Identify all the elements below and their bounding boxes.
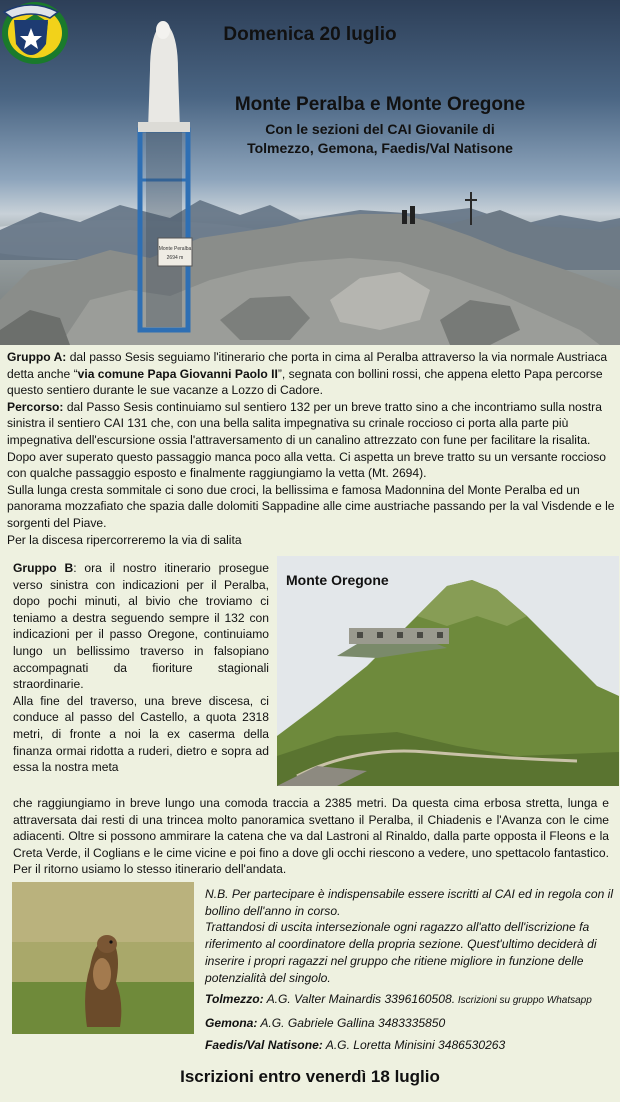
event-date: Domenica 20 luglio bbox=[223, 24, 397, 45]
contact-extra: Iscrizioni su gruppo Whatsapp bbox=[455, 995, 592, 1007]
event-title: Monte Peralba e Monte Oregone bbox=[234, 94, 526, 115]
contact-faedis bbox=[205, 1037, 615, 1054]
registration-deadline: Iscrizioni entro venerdì 18 luglio bbox=[180, 1067, 440, 1086]
oregone-illustration bbox=[277, 556, 619, 786]
gruppo-b-section bbox=[13, 560, 269, 776]
gruppo-b-label: Gruppo B bbox=[13, 561, 74, 575]
gruppo-a-text-2: ”, segnata con bollini rossi, che appena eletto Papa percorse questo sentiero durante le sue vacanze a Lozzo di Cadore. bbox=[7, 366, 603, 398]
event-subtitle-line2: Tolmezzo, Gemona, Faedis/Val Natisone bbox=[247, 140, 513, 156]
gruppo-b-text: : ora il nostro itinerario prosegue verso sinistra con indicazioni per il Peralba, dopo pochi minuti, al bivio che troviamo ci teniamo a destra seguendo sempre il 132 con indicazioni per il passo Oregone, continuiamo lungo un bellissimo traverso in falsopiano accompagnati da fioriture stagionali straordinarie. bbox=[13, 561, 269, 692]
percorso-text: dal Passo Sesis continuiamo sul sentiero 132 per un breve tratto sino a che incontriamo sulla nostra sinistra il sentiero CAI 131 che, con una bella salita impegnativa su crinale roccioso ci porta alla parte più impegnativa dell'escursione ossia l'attraversamento di un canalino attrezzato con fune per facilitare la risalita. Dopo aver superato questo passaggio manca poco alla vetta. Ci aspetta un breve tratto su un versante roccioso con qualche passaggio esposto e finalmente raggiungiamo la vetta (Mt. 2694). bbox=[7, 399, 606, 481]
percorso-label: Percorso: bbox=[7, 399, 64, 414]
summit-illustration bbox=[0, 0, 620, 345]
oregone-photo-label: Monte Oregone bbox=[286, 572, 389, 588]
gruppo-a-text: dal passo Sesis seguiamo l'itinerario che porta in cima al Peralba attraverso la via normale Austriaca detta anche “ bbox=[7, 350, 608, 381]
cresta-paragraph: Sulla lunga cresta sommitale ci sono due croci, la bellissima e famosa Madonnina del Monte Peralba ed un panorama mozzafiato che spazia dalle dolomiti Sappadine alle cime austriache passando per la val Visdende e le sorgenti del Piave. bbox=[7, 482, 615, 530]
gruppo-a-label: Gruppo A: bbox=[7, 350, 67, 364]
contact-section-label: Faedis/Val Natisone: bbox=[205, 1037, 323, 1052]
notes-section bbox=[205, 886, 615, 1053]
gruppo-b-traverso: Alla fine del traverso, una breve discesa, ci conduce al passo del Castello, a quota 2318 metri, di fronte a noi la ex caserma della finanza ormai ridotta a ruderi, dietro e sopra ad essa la nostra meta bbox=[13, 693, 269, 775]
nb-note: N.B. Per partecipare è indispensabile essere iscritti al CAI ed in regola con il bollino dell'anno in corso. bbox=[205, 887, 614, 918]
pillar-sign-text: Monte Peralba bbox=[158, 246, 192, 252]
via-name: via comune Papa Giovanni Paolo II bbox=[77, 366, 278, 381]
discesa-paragraph: Per la discesa ripercorreremo la via di salita bbox=[7, 532, 242, 547]
marmot-photo bbox=[12, 882, 194, 1034]
marmot-illustration bbox=[12, 882, 194, 1034]
monte-oregone-photo bbox=[277, 556, 619, 786]
contact-person: A.G. Loretta Minisini 3486530263 bbox=[322, 1037, 506, 1052]
event-subtitle-line1: Con le sezioni del CAI Giovanile di bbox=[265, 121, 495, 137]
contact-section-label: Gemona: bbox=[205, 1015, 258, 1030]
pillar-sign-text: 2694 m bbox=[166, 255, 184, 261]
gruppo-b-intro bbox=[13, 560, 269, 693]
contact-gemona bbox=[205, 1015, 615, 1032]
gruppo-a-section bbox=[7, 349, 615, 548]
contact-person: A.G. Gabriele Gallina 3483335850 bbox=[257, 1015, 446, 1030]
club-alpino-italiano-logo bbox=[0, 0, 62, 70]
contact-section-label: Tolmezzo: bbox=[205, 992, 264, 1007]
contact-person: A.G. Valter Mainardis 3396160508. bbox=[263, 992, 456, 1007]
gruppo-a-intro bbox=[7, 349, 615, 399]
gruppo-b-continuation: che raggiungiamo in breve lungo una comoda traccia a 2385 metri. Da questa cima erbosa stretta, lunga e attraversata dai resti di una trincea molto panoramica svettano il Peralba, il Chiadenis e l'Avanza con le cime adiacenti. Oltre si possono ammirare la catena che va dal Lastroni al Rinaldo, dalla parte opposta il Fleons e la Creta Verde, il Coglians e le cime vicine e poi fino a dove gli occhi riescono a vedere, uno spettacolo fantastico. Per il ritorno usiamo lo stesso itinerario dell'andata. bbox=[13, 796, 609, 877]
percorso-paragraph bbox=[7, 399, 615, 482]
contact-tolmezzo bbox=[205, 991, 615, 1010]
hero-photo-peralba bbox=[0, 0, 620, 345]
intersezionale-note: Trattandosi di uscita intersezionale ogni ragazzo all'atto dell'iscrizione fa riferimento al coordinatore della propria sezione. Quest'ultimo deciderà di inserire i propri ragazzi nel gruppo che ritiene migliore in funzione delle potenzialità del singolo. bbox=[205, 920, 597, 985]
